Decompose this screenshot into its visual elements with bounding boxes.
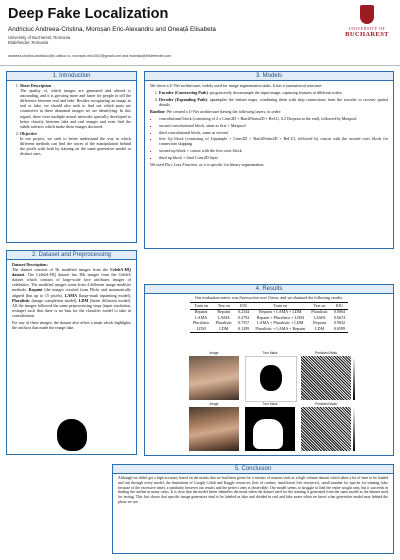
sample-face-image: [189, 407, 239, 451]
authors: Andriciuc Andreea-Cristina, Moroșan Eric-Alexandru and Oneață Elisabeta: [8, 26, 216, 33]
table-cell: LAMA: [195, 314, 208, 320]
dataset-heading: 2. Dataset and Preprocessing: [7, 251, 136, 260]
table-cell: 0.1299: [238, 325, 250, 331]
dataset-mask-image: [57, 419, 87, 451]
baseline-layers: [150, 116, 388, 159]
university-logo: [342, 5, 392, 63]
introduction-heading: 1. Introduction: [7, 72, 136, 81]
models-body: [145, 81, 393, 171]
loss-text: We used: [150, 161, 165, 167]
unet-step-encoder: [159, 90, 388, 95]
intro-item-label: Short Description: [20, 83, 52, 88]
table-cell: Repaint: [194, 309, 208, 315]
layer-item: • second up block + concat with the first conv block: [159, 148, 388, 153]
author-emails: andreea-cristina.andriciuc@s.unibuc.ro, morosan.eric2002@gmail.com and eoneata@bitdefender.com: [8, 54, 172, 58]
results-table: [190, 302, 348, 333]
unet-steps: [150, 90, 388, 107]
introduction-body: [7, 81, 136, 160]
dataset-text: (the images crawled from Flickr and automatically aligned (but up to 15 pixels),: [12, 287, 131, 298]
affiliation-2: Bitdefender, Romania: [8, 40, 49, 45]
results-section: [144, 284, 394, 456]
table-cell: Pluralistic: [215, 320, 233, 326]
dataset-text: (large-mask inpainting model),: [77, 292, 132, 298]
step-text: : upsamples the feature maps, combining them with skip connections from the encoder to recover spatial details.: [159, 97, 388, 108]
layer-item: • second convolutional block, same as first + Maxpool: [159, 123, 388, 128]
dataset-text: The dataset consists of 9k modified images from the: [12, 267, 111, 273]
dataset-text: (image completion model),: [29, 297, 79, 303]
table-cell: Repaint + Pluralistic + LDM: [256, 314, 304, 320]
baseline-description: [150, 109, 388, 114]
table-cell: LAMA + Pluralistic + LDM: [257, 320, 304, 326]
loss-name: Dice Loss Function: [164, 161, 197, 167]
table-cell: 0.6599: [333, 325, 346, 331]
models-section: [144, 71, 394, 249]
step-text: : progressively downsample the input image, capturing features at different scales.: [207, 90, 343, 96]
figure-caption-image: Image: [209, 351, 219, 355]
layer-item: • third convolutional block, same as second: [159, 130, 388, 135]
colorbar: [353, 407, 355, 451]
column-header: IOU: [335, 302, 344, 308]
table-cell: Pluralistic: [192, 320, 210, 326]
conclusion-body: Although we didn't get a high accuracy based on the masks that we had been given for a various of reasons such as a high volume dataset which takes a lot of time to be loaded and run through every model, the limitations of Google Colab and Kaggle resources (lots of crashes, insufficient free resources), small number for epochs for training (also because of the excessive time), a similarity between our results and the perfect ones is observable. Our model seems to struggle to find the entire sought area, but it succeeds in finding the outline in many cases. It is clear that the model better identifies the mask when the dataset used for the training is generated from the same model as the dataset used for testing. This fact shows that specific image generators tend to be labeled as fake and divided in real and fake zones when we know what generative model may behind the photo we are.: [118, 476, 388, 504]
sample-face-image: [189, 356, 239, 400]
loss-text: , as it is specific for binary segmentation.: [196, 161, 265, 167]
dataset-text: . The CelebA-HQ dataset has 30k images from the CelebA dataset which consists of large-scale face attributes images of celebrities. The modified images come from 4 different image modifier methods:: [12, 272, 131, 293]
poster-header: [0, 0, 400, 72]
logo-line-1: UNIVERSITY OF: [348, 26, 386, 31]
table-cell: Repaint: [217, 309, 231, 315]
intro-item-label: Objective: [20, 130, 37, 136]
colorbar: [353, 356, 355, 400]
step-label: Decoder (Expanding Path): [159, 97, 207, 103]
table-row: [190, 326, 348, 332]
method-pluralistic: Pluralistic: [12, 297, 30, 303]
dataset-body: [7, 260, 136, 334]
table-cell: LAMA: [217, 314, 230, 320]
table-cell: 0.2344: [238, 309, 250, 315]
intro-item-text: In our project, we seek to better understand the way in which different methods can find the traces of the manipulation behind the pixels with both by training on the same generative model or distinct ones.: [20, 135, 131, 157]
introduction-list: [12, 83, 131, 156]
header-divider: [0, 65, 400, 66]
table-cell: Repaint + LAMA + LDM: [259, 309, 302, 315]
affiliation-1: University of Bucharest, Romania: [8, 35, 71, 40]
results-metric: [149, 295, 389, 300]
dataset-paragraph-1: [12, 267, 131, 318]
method-lama: LAMA: [64, 292, 78, 298]
figure-caption-true-mask: True Mask: [262, 402, 278, 406]
predicted-mask-image: [301, 356, 351, 400]
column-header: IOU: [240, 302, 248, 308]
dataset-section: [6, 250, 137, 455]
table-cell: 0.7557: [238, 320, 250, 326]
true-mask-image: [245, 407, 295, 451]
column-header: Test on: [313, 302, 326, 308]
table-cell: Pluralistic + LAMA + Repaint: [255, 325, 306, 331]
metric-name: Intersection over Union: [239, 295, 279, 300]
figure-caption-predicted-mask: Predicted Mask: [315, 351, 337, 355]
metric-text: , and we obtained the following results:: [278, 295, 344, 300]
intro-item-description: [20, 83, 131, 129]
table-cell: Repaint: [313, 320, 326, 326]
layer-item: • first Up block (consisting of Upsample + Conv2D + BatchNorm2D + ReLU), followed by concat with the second conv block for connection skipping: [159, 136, 388, 146]
layer-item: • third up block + final Conv2D layer: [159, 155, 388, 160]
table-cell: Pluralistic: [311, 309, 328, 315]
conclusion-section: [112, 464, 394, 554]
figure-caption-true-mask: True Mask: [262, 351, 278, 355]
method-repaint: Repaint: [28, 287, 43, 293]
affiliations: [8, 35, 70, 45]
results-heading: 4. Results: [145, 285, 393, 294]
models-intro: We chose a U-Net architecture, widely used for image segmentation tasks. It has a symmetrical structure:: [150, 83, 323, 88]
intro-item-objective: [20, 131, 131, 156]
metric-text: Our evaluation metric was: [194, 295, 240, 300]
table-cell: LDM: [196, 325, 206, 331]
dataset-title: Dataset Description:: [12, 262, 48, 267]
method-ldm: LDM: [78, 297, 89, 303]
column-header: Train on: [194, 302, 209, 308]
results-body: [145, 294, 393, 336]
dataset-name: CelebA-HQ dataset: [12, 267, 131, 278]
figure-caption-predicted-mask: Predicted Mask: [315, 402, 337, 406]
poster-title: Deep Fake Localization: [8, 6, 169, 22]
table-cell: 0.9832: [333, 320, 346, 326]
column-header: Train on: [273, 302, 288, 308]
dataset-text: (latent diffusion model). All the images followed the same preprocessing steps (input resolution, reshape) such that there is no bias for the classifier model to take in consideration.: [12, 297, 132, 318]
layer-item: • convolutional block (consisting of 2 x Conv2D + BatchNorm2D + ReLU, 0.2 Dropout at the end), followed by Maxpool: [159, 116, 388, 121]
unet-step-decoder: [159, 97, 388, 107]
logo-line-2: BUCHAREST: [345, 31, 389, 38]
baseline-label: Baseline: [150, 109, 165, 115]
dataset-paragraph-2: For any of these images, the dataset also offers a mask which highlights the artifacts that made the image fake.: [12, 320, 131, 331]
results-header-row: [190, 303, 348, 310]
table-cell: LDM: [314, 325, 325, 331]
column-header: Test on: [217, 302, 230, 308]
loss-description: [150, 162, 388, 167]
baseline-text: : We created a U-Net architecture having the following layers, in order:: [164, 109, 282, 115]
table-cell: LDM: [219, 325, 229, 331]
table-cell: 0.0064: [333, 309, 346, 315]
intro-item-text: The quality of, which images are generated and altered is astounding, and it is growing more and faster for people to tell the difference between real and fake. Besides recognizing an image as real or fake, we should also seek to find out which parts are counterfeit in these abnormal images we are identifying. In this regard, there were multiple neural networks specially developed to better classify between fake and real images and even find the subtle artifacts which make these images doctored.: [20, 88, 131, 129]
models-heading: 3. Models: [145, 72, 393, 81]
conclusion-heading: 5. Conclusion: [113, 465, 393, 474]
introduction-section: [6, 71, 137, 243]
table-cell: 0.4792: [238, 314, 250, 320]
predicted-mask-image: [301, 407, 351, 451]
university-crest-icon: [360, 5, 374, 24]
table-cell: LAMA: [313, 314, 326, 320]
table-cell: 0.6674: [333, 314, 346, 320]
true-mask-image: [245, 356, 297, 402]
step-label: Encoder (Contracting Path): [159, 90, 208, 96]
figure-caption-image: Image: [209, 402, 219, 406]
